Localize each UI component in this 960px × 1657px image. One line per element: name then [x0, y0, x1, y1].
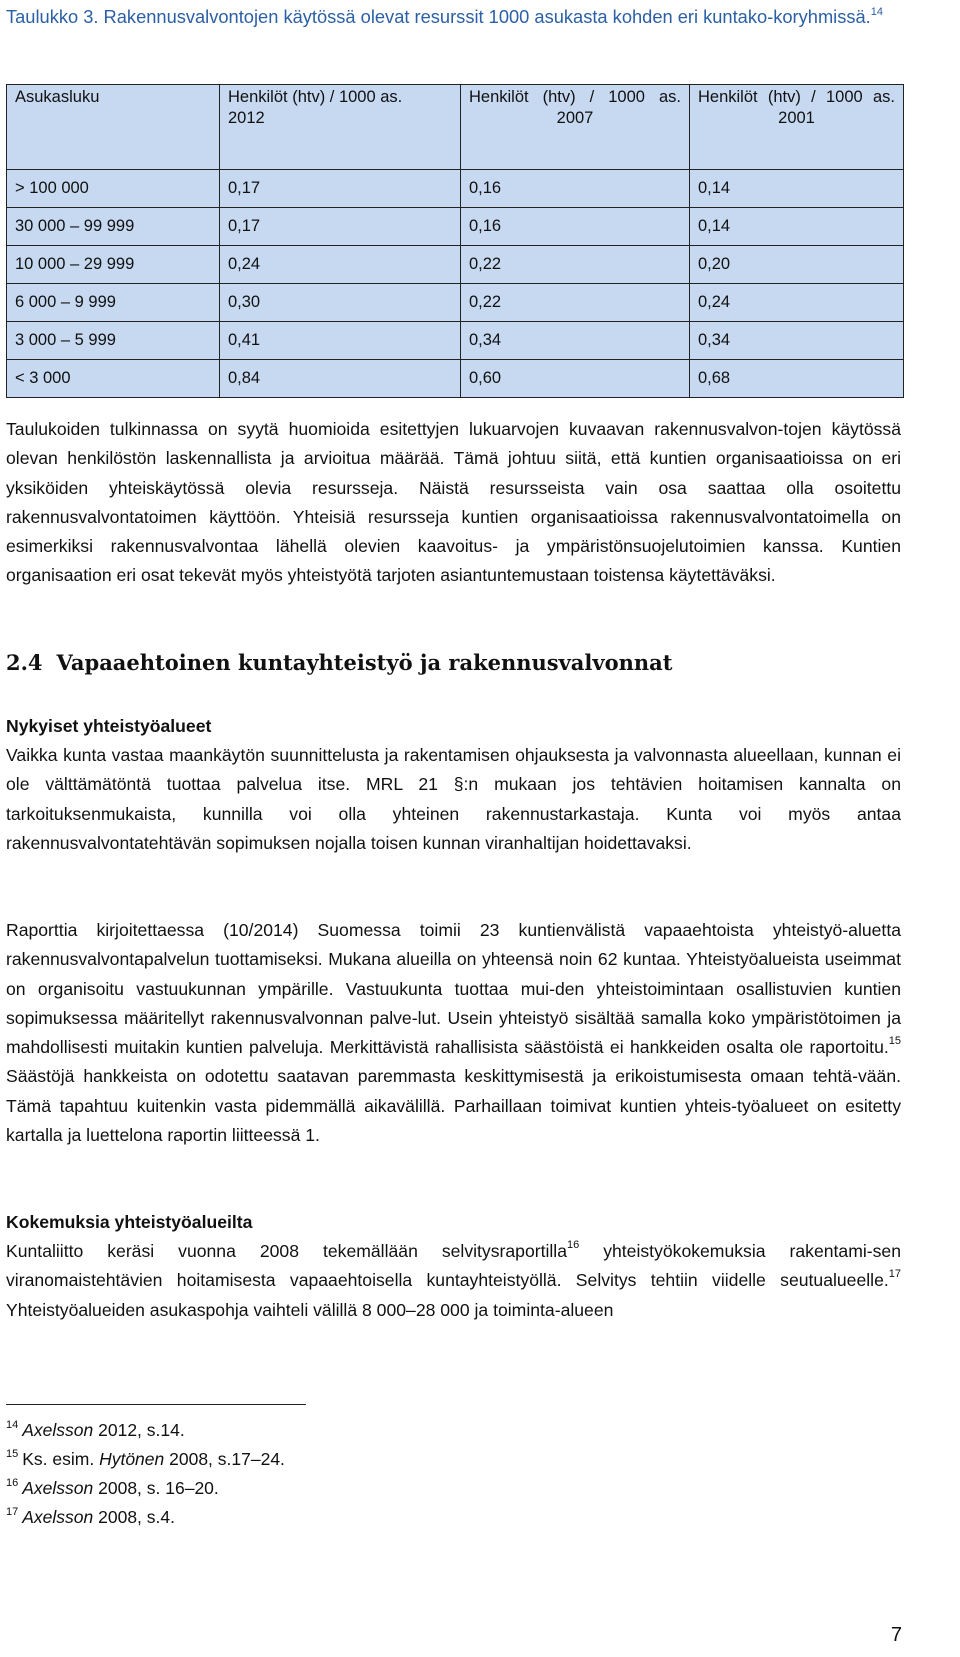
population-cell: 30 000 – 99 999	[7, 208, 220, 246]
population-cell: > 100 000	[7, 170, 220, 208]
paragraph-text: Kuntaliitto keräsi vuonna 2008 tekemällään selvitysraportilla	[6, 1241, 567, 1261]
table-header-row	[7, 85, 904, 170]
footnote-citation: 2008, s.4.	[93, 1507, 175, 1527]
subheading-current-areas: Nykyiset yhteistyöalueet	[6, 716, 212, 736]
footnote-citation: 2008, s.17–24.	[164, 1449, 285, 1469]
table-row	[7, 284, 904, 322]
table-row	[7, 208, 904, 246]
table-row	[7, 360, 904, 398]
footnote-number: 14	[6, 1419, 19, 1431]
footnote-citation: 2012, s.14.	[93, 1420, 185, 1440]
population-cell: 3 000 – 5 999	[7, 322, 220, 360]
header-cell	[690, 85, 904, 170]
footnote-number: 15	[6, 1448, 19, 1460]
resources-table	[6, 84, 904, 398]
paragraph-text: Raporttia kirjoitettaessa (10/2014) Suomessa toimii 23 kuntienvälistä vapaaehtoista yhteistyö-aluetta rakennusvalvontapalvelun tuottamiseksi. Mukana alueilla on yhteensä noin 62 kuntaa. Yhteistyöalueista useimmat on organisoitu vastuukunnan ympärille. Vastuukunta tuottaa mui-den yhteistoimintaan osallistuvien kuntien sopimuksessa määritellyt rakennusvalvonnan palve-lut. Usein yhteistyö sisältää samalla koko ympäristötoimen ja mahdollisesti muitakin kuntien palveluja. Merkittävistä rahallisista säästöistä ei hankkeiden osalta ole raportoitu.	[6, 920, 901, 1058]
value-cell: 0,14	[690, 208, 904, 246]
value-cell: 0,24	[690, 284, 904, 322]
header-label: Henkilöt (htv) / 1000 as.	[228, 88, 403, 106]
paragraph-experiences	[6, 1237, 901, 1325]
footnote-ref-16[interactable]: 16	[566, 1239, 580, 1251]
section-heading	[6, 646, 672, 680]
table-row	[7, 170, 904, 208]
section-number: 2.4	[6, 650, 43, 675]
footnote-ref-14[interactable]: 14	[870, 6, 884, 18]
value-cell: 0,24	[220, 246, 461, 284]
section-title: Vapaaehtoinen kuntayhteistyö ja rakennusvalvonnat	[56, 650, 673, 675]
value-cell: 0,68	[690, 360, 904, 398]
footnote-author: Axelsson	[22, 1478, 94, 1498]
paragraph-text: Yhteistyöalueiden asukaspohja vaihteli välillä 8 000–28 000 ja toiminta-alueen	[6, 1299, 614, 1320]
footnote-prefix: Ks. esim.	[22, 1449, 100, 1469]
value-cell: 0,20	[690, 246, 904, 284]
paragraph-cooperation-areas	[6, 916, 901, 1150]
paragraph-interpretation: Taulukoiden tulkinnassa on syytä huomioida esitettyjen lukuarvojen kuvaavan rakennusvalvon-tojen käytössä olevan henkilöstön laskennallista ja arvioitua määrää. Tämä johtuu siitä, että kuntien organisaatioissa on eri yksiköiden yhteiskäytössä olevia resursseja. Näistä resursseista vain osa saattaa olla osoitettu rakennusvalvontatoimen käyttöön. Yhteisiä resursseja kuntien organisaatioissa rakennusvalvontatoimella on esimerkiksi rakennusvalvontaa lähellä olevien kaavoitus- ja ympäristönsuojelutoimien kanssa. Kuntien organisaation eri osat tekevät myös yhteistyötä tarjoten asiantuntemustaan toistensa käytettäväksi.	[6, 419, 901, 586]
population-cell: 10 000 – 29 999	[7, 246, 220, 284]
footnote-author: Hytönen	[99, 1449, 165, 1469]
footnote-separator	[6, 1404, 306, 1405]
value-cell: 0,14	[690, 170, 904, 208]
value-cell: 0,22	[461, 246, 690, 284]
footnote-number: 16	[6, 1477, 19, 1489]
footnote-author: Axelsson	[22, 1507, 94, 1527]
footnote-ref-17[interactable]: 17	[888, 1268, 901, 1281]
footnote-number: 17	[6, 1506, 19, 1518]
footnote-author: Axelsson	[22, 1420, 94, 1440]
footnote-16	[6, 1476, 219, 1500]
header-year: 2007	[556, 109, 594, 127]
population-cell: < 3 000	[7, 360, 220, 398]
value-cell: 0,16	[461, 208, 690, 246]
subheading-experiences: Kokemuksia yhteistyöalueilta	[6, 1212, 253, 1232]
header-year: 2001	[778, 109, 815, 127]
table-caption-text: Taulukko 3. Rakennusvalvontojen käytössä olevat resurssit 1000 asukasta kohden eri kuntako-koryhmissä.	[6, 6, 871, 27]
table-row	[7, 246, 904, 284]
value-cell: 0,22	[461, 284, 690, 322]
header-label: Henkilöt (htv) / 1000 as.	[469, 88, 681, 106]
footnote-citation: 2008, s. 16–20.	[93, 1478, 219, 1498]
value-cell: 0,30	[220, 284, 461, 322]
value-cell: 0,16	[461, 170, 690, 208]
header-cell	[220, 85, 461, 170]
value-cell: 0,17	[220, 170, 461, 208]
footnote-17	[6, 1505, 175, 1529]
paragraph-text: Säästöjä hankkeista on odotettu saatavan paremmasta keskittymisestä ja erikoistumisesta omaan tehtä-vään. Tämä tapahtuu kuitenkin vasta pidemmällä aikavälillä. Parhaillaan toimivat kuntien yhteis-työalueet on esitetty kartalla ja luettelona raportin liitteessä 1.	[6, 1066, 901, 1146]
footnote-15	[6, 1447, 285, 1471]
paragraph-legislation: Vaikka kunta vastaa maankäytön suunnittelusta ja rakentamisen ohjauksesta ja valvonnasta alueellaan, kunnan ei ole välttämätöntä tuottaa palvelua itse. MRL 21 §:n mukaan jos tehtävien hoitamisen kannalta on tarkoituksenmukaista, kunnilla voi olla yhteinen rakennustarkastaja. Kunta voi myös antaa rakennusvalvontatehtävän sopimuksen nojalla toisen kunnan viranhaltijan hoidettavaksi.	[6, 745, 901, 853]
header-year: 2012	[228, 109, 265, 127]
header-label: Asukasluku	[15, 88, 100, 106]
value-cell: 0,34	[461, 322, 690, 360]
population-cell: 6 000 – 9 999	[7, 284, 220, 322]
header-cell	[7, 85, 220, 170]
value-cell: 0,41	[220, 322, 461, 360]
footnote-14	[6, 1418, 185, 1442]
paragraph-text: yhteistyökokemuksia rakentami-sen viranomaistehtävien hoitamisesta vapaaehtoisella kuntayhteistyöllä. Selvitys tehtiin viidelle seutualueelle.	[6, 1241, 901, 1291]
page-number: 7	[890, 1624, 902, 1646]
value-cell: 0,34	[690, 322, 904, 360]
table-row	[7, 322, 904, 360]
header-label: Henkilöt (htv) / 1000 as.	[698, 88, 895, 106]
footnote-ref-15[interactable]: 15	[888, 1035, 901, 1048]
header-cell	[461, 85, 690, 170]
value-cell: 0,84	[220, 360, 461, 398]
value-cell: 0,17	[220, 208, 461, 246]
value-cell: 0,60	[461, 360, 690, 398]
table-body	[7, 170, 904, 398]
table-caption	[6, 4, 911, 30]
